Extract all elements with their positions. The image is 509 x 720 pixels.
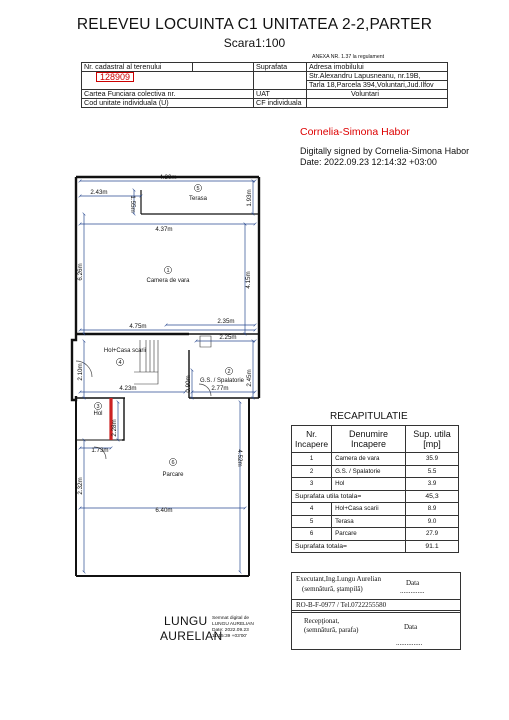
executant-date-dots: .............. <box>400 587 425 595</box>
executant-box <box>291 572 461 613</box>
dim-2-10: 2.10m <box>77 363 84 381</box>
table-row: 2 G.S. / Spalatorie 5.5 <box>292 465 459 478</box>
license-number: RO-B-F-0977 / Tel.0722255580 <box>296 601 387 609</box>
reception-box <box>291 610 461 650</box>
hol-wall <box>122 398 124 440</box>
scale-label: Scara1:100 <box>223 36 286 50</box>
executant-stamp-label: (semnătură, ştampilă) <box>302 585 363 593</box>
dim-6-26: 6.26m <box>77 263 84 281</box>
room-5-name: Terasa <box>188 196 208 202</box>
annex-label: ANEXA NR. 1.37 la regulament <box>312 54 385 60</box>
recap-col-name: Denumire Incapere <box>332 426 406 453</box>
dim-2-45: 2.45m <box>246 369 253 387</box>
reception-label: Recepţionat, <box>304 617 340 625</box>
table-row: 5 Terasa 9.0 <box>292 515 459 528</box>
recap-table <box>291 425 459 553</box>
dim-1-73: 1.73m <box>91 447 109 454</box>
dim-2-28: 2.28m <box>111 419 118 437</box>
room-3-name: Hol <box>93 411 103 417</box>
room-6-number: 6 <box>171 460 175 466</box>
dim-6-40: 6.40m <box>155 507 173 514</box>
cf-label: Cartea Funciara colectiva nr. <box>82 90 254 99</box>
dim-2-35: 2.35m <box>217 318 235 325</box>
reception-sign-label: (semnătură, parafa) <box>304 626 359 634</box>
cf-individual-label: CF individuala <box>254 99 307 108</box>
walls <box>72 177 259 576</box>
signer-stamp-details: Semnat digital de LUNGU AURELIAN Date: 2022.09.23 11:15:39 +03'00' <box>212 616 254 639</box>
room-4-number: 4 <box>118 360 122 366</box>
uat-label: UAT <box>254 90 307 99</box>
room-3-number: 3 <box>96 404 100 410</box>
outer-wall-upper <box>72 177 76 400</box>
executant-name: Executant,Ing.Lungu Aurelian <box>296 575 381 583</box>
surface-label: Suprafata <box>254 63 307 72</box>
dim-0-90: 0.90m <box>185 375 192 393</box>
uat-value: Voluntari <box>307 90 448 99</box>
dim-2-77: 2.77m <box>211 385 229 392</box>
table-row: 6 Parcare 27.9 <box>292 528 459 541</box>
address-label: Adresa imobilului <box>307 63 448 72</box>
dim-4-23: 4.23m <box>119 385 137 392</box>
signature-line-1: Digitally signed by Cornelia-Simona Habor <box>300 146 470 156</box>
useful-total-label: Suprafata utila totala= <box>292 490 406 503</box>
table-row: 1 Camera de vara 35.9 <box>292 453 459 466</box>
dim-4-37: 4.37m <box>155 226 173 233</box>
dim-4-52: 4.52m <box>236 449 243 467</box>
room-4-name: Hol+Casa scarii <box>103 348 147 354</box>
recap-title: RECAPITULATIE <box>330 411 408 422</box>
recap-col-nr: Nr. Incapere <box>292 426 332 453</box>
reception-date-label: Data <box>404 623 418 631</box>
recap-col-area: Sup. utila [mp] <box>406 426 459 453</box>
cadastral-label: Nr. cadastral al terenului <box>82 63 193 72</box>
address-line-1: Str.Alexandru Lapusneanu, nr.19B, <box>307 72 448 81</box>
table-row: 3 Hol 3.9 <box>292 478 459 491</box>
dim-2-25: 2.25m <box>219 334 237 341</box>
grand-total-value: 91.1 <box>406 540 459 553</box>
room-5-number: 5 <box>196 186 200 192</box>
address-line-2: Tarla 18,Parcela 394,Voluntari,Jud.Ilfov <box>307 81 448 90</box>
dim-2-32: 2.32m <box>77 477 84 495</box>
grand-total-label: Suprafata totala= <box>292 540 406 553</box>
document-title: RELEVEU LOCUINTA C1 UNITATEA 2-2,PARTER <box>76 16 433 33</box>
useful-total-value: 45,3 <box>406 490 459 503</box>
useful-total-row <box>292 490 459 503</box>
executant-date-label: Data <box>406 579 420 587</box>
signer-stamp-name: LUNGU AURELIAN <box>160 614 223 643</box>
room-1-number: 1 <box>166 268 170 274</box>
room-1-name: Camera de vara <box>146 278 190 284</box>
room-2-name: G.S. / Spalatorie <box>199 378 245 384</box>
dim-2-43: 2.43m <box>90 189 108 196</box>
dim-4-30: 4.30m <box>159 174 177 181</box>
reception-date-dots: ............... <box>396 639 423 647</box>
room-2-number: 2 <box>227 369 231 375</box>
dim-4-75: 4.75m <box>129 323 147 330</box>
table-row: 4 Hol+Casa scarii 8.9 <box>292 503 459 516</box>
cadastral-value: 128909 <box>96 72 134 82</box>
signature-date: Date: 2022.09.23 12:14:32 +03:00 <box>300 157 437 167</box>
staircase <box>134 336 211 384</box>
dim-1-55: 1.55m <box>129 195 136 213</box>
dim-4-15: 4.15m <box>245 271 252 289</box>
dim-1-93: 1.93m <box>246 189 253 207</box>
grand-total-row <box>292 540 459 553</box>
unit-code-label: Cod unitate individuala (U) <box>82 99 254 108</box>
signature-name: Cornelia-Simona Habor <box>300 126 410 138</box>
room-6-name: Parcare <box>162 472 184 478</box>
